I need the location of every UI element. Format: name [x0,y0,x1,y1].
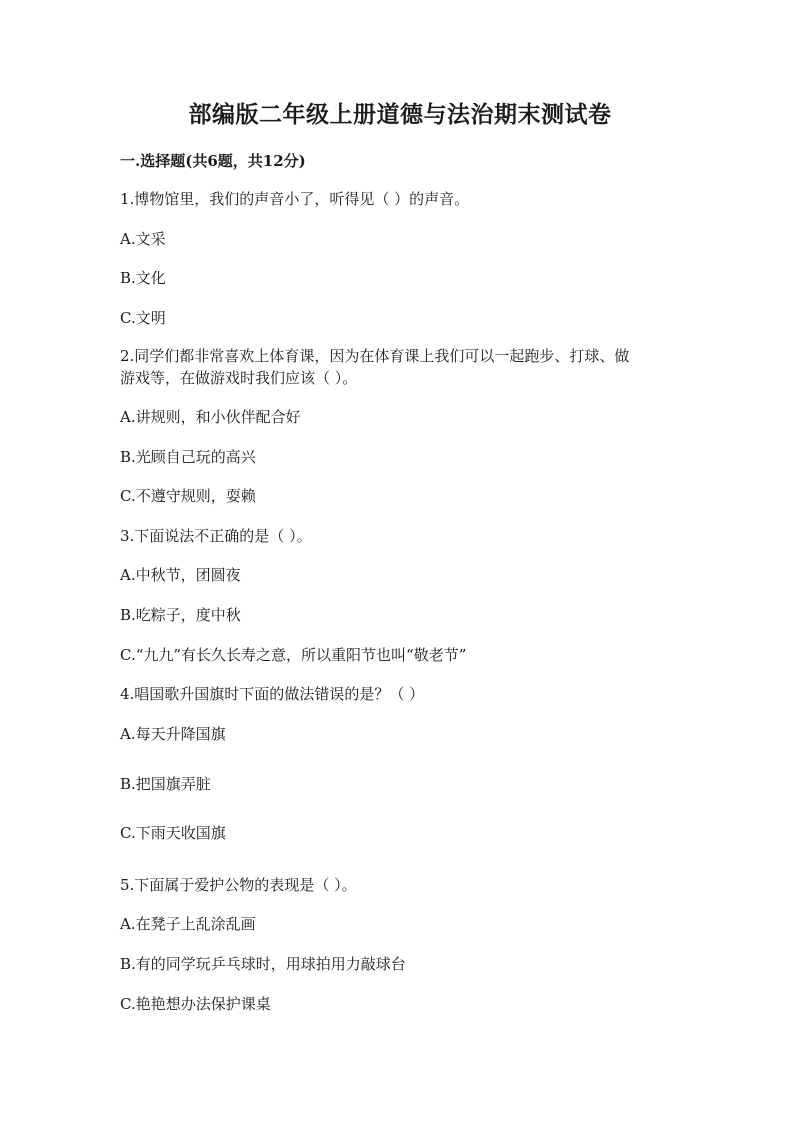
question-3-option-c: C.“九九”有长久长寿之意，所以重阳节也叫“敬老节” [120,646,467,664]
question-2-option-a: A.讲规则，和小伙伴配合好 [120,408,301,426]
question-5-option-c: C.艳艳想办法保护课桌 [120,995,271,1013]
question-5-option-a: A.在凳子上乱涂乱画 [120,915,256,933]
question-2-option-c: C.不遵守规则，耍赖 [120,487,256,505]
page-title: 部编版二年级上册道德与法治期末测试卷 [188,101,612,128]
question-2-option-b: B.光顾自己玩的高兴 [120,448,256,466]
question-1-option-a: A.文采 [120,230,166,248]
question-1-option-b: B.文化 [120,269,166,287]
section-heading: 一.选择题(共6题，共12分) [120,152,306,170]
question-2-stem-line-1: 2.同学们都非常喜欢上体育课，因为在体育课上我们可以一起跑步、打球、做 [120,347,630,365]
question-1-option-c: C.文明 [120,309,166,327]
question-4-option-b: B.把国旗弄脏 [120,775,211,793]
question-4-option-c: C.下雨天收国旗 [120,824,226,842]
question-3-option-a: A.中秋节，团圆夜 [120,566,241,584]
question-5-stem: 5.下面属于爱护公物的表现是（ ）。 [120,876,357,894]
question-3-stem: 3.下面说法不正确的是（ ）。 [120,527,312,545]
question-1-stem: 1.博物馆里，我们的声音小了，听得见（ ）的声音。 [120,190,470,208]
question-2-stem-line-2: 游戏等，在做游戏时我们应该（ ）。 [120,369,358,387]
question-3-option-b: B.吃粽子，度中秋 [120,606,241,624]
question-5-option-b: B.有的同学玩乒乓球时，用球拍用力敲球台 [120,955,406,973]
question-4-stem: 4.唱国歌升国旗时下面的做法错误的是？（ ） [120,685,425,703]
question-4-option-a: A.每天升降国旗 [120,725,226,743]
